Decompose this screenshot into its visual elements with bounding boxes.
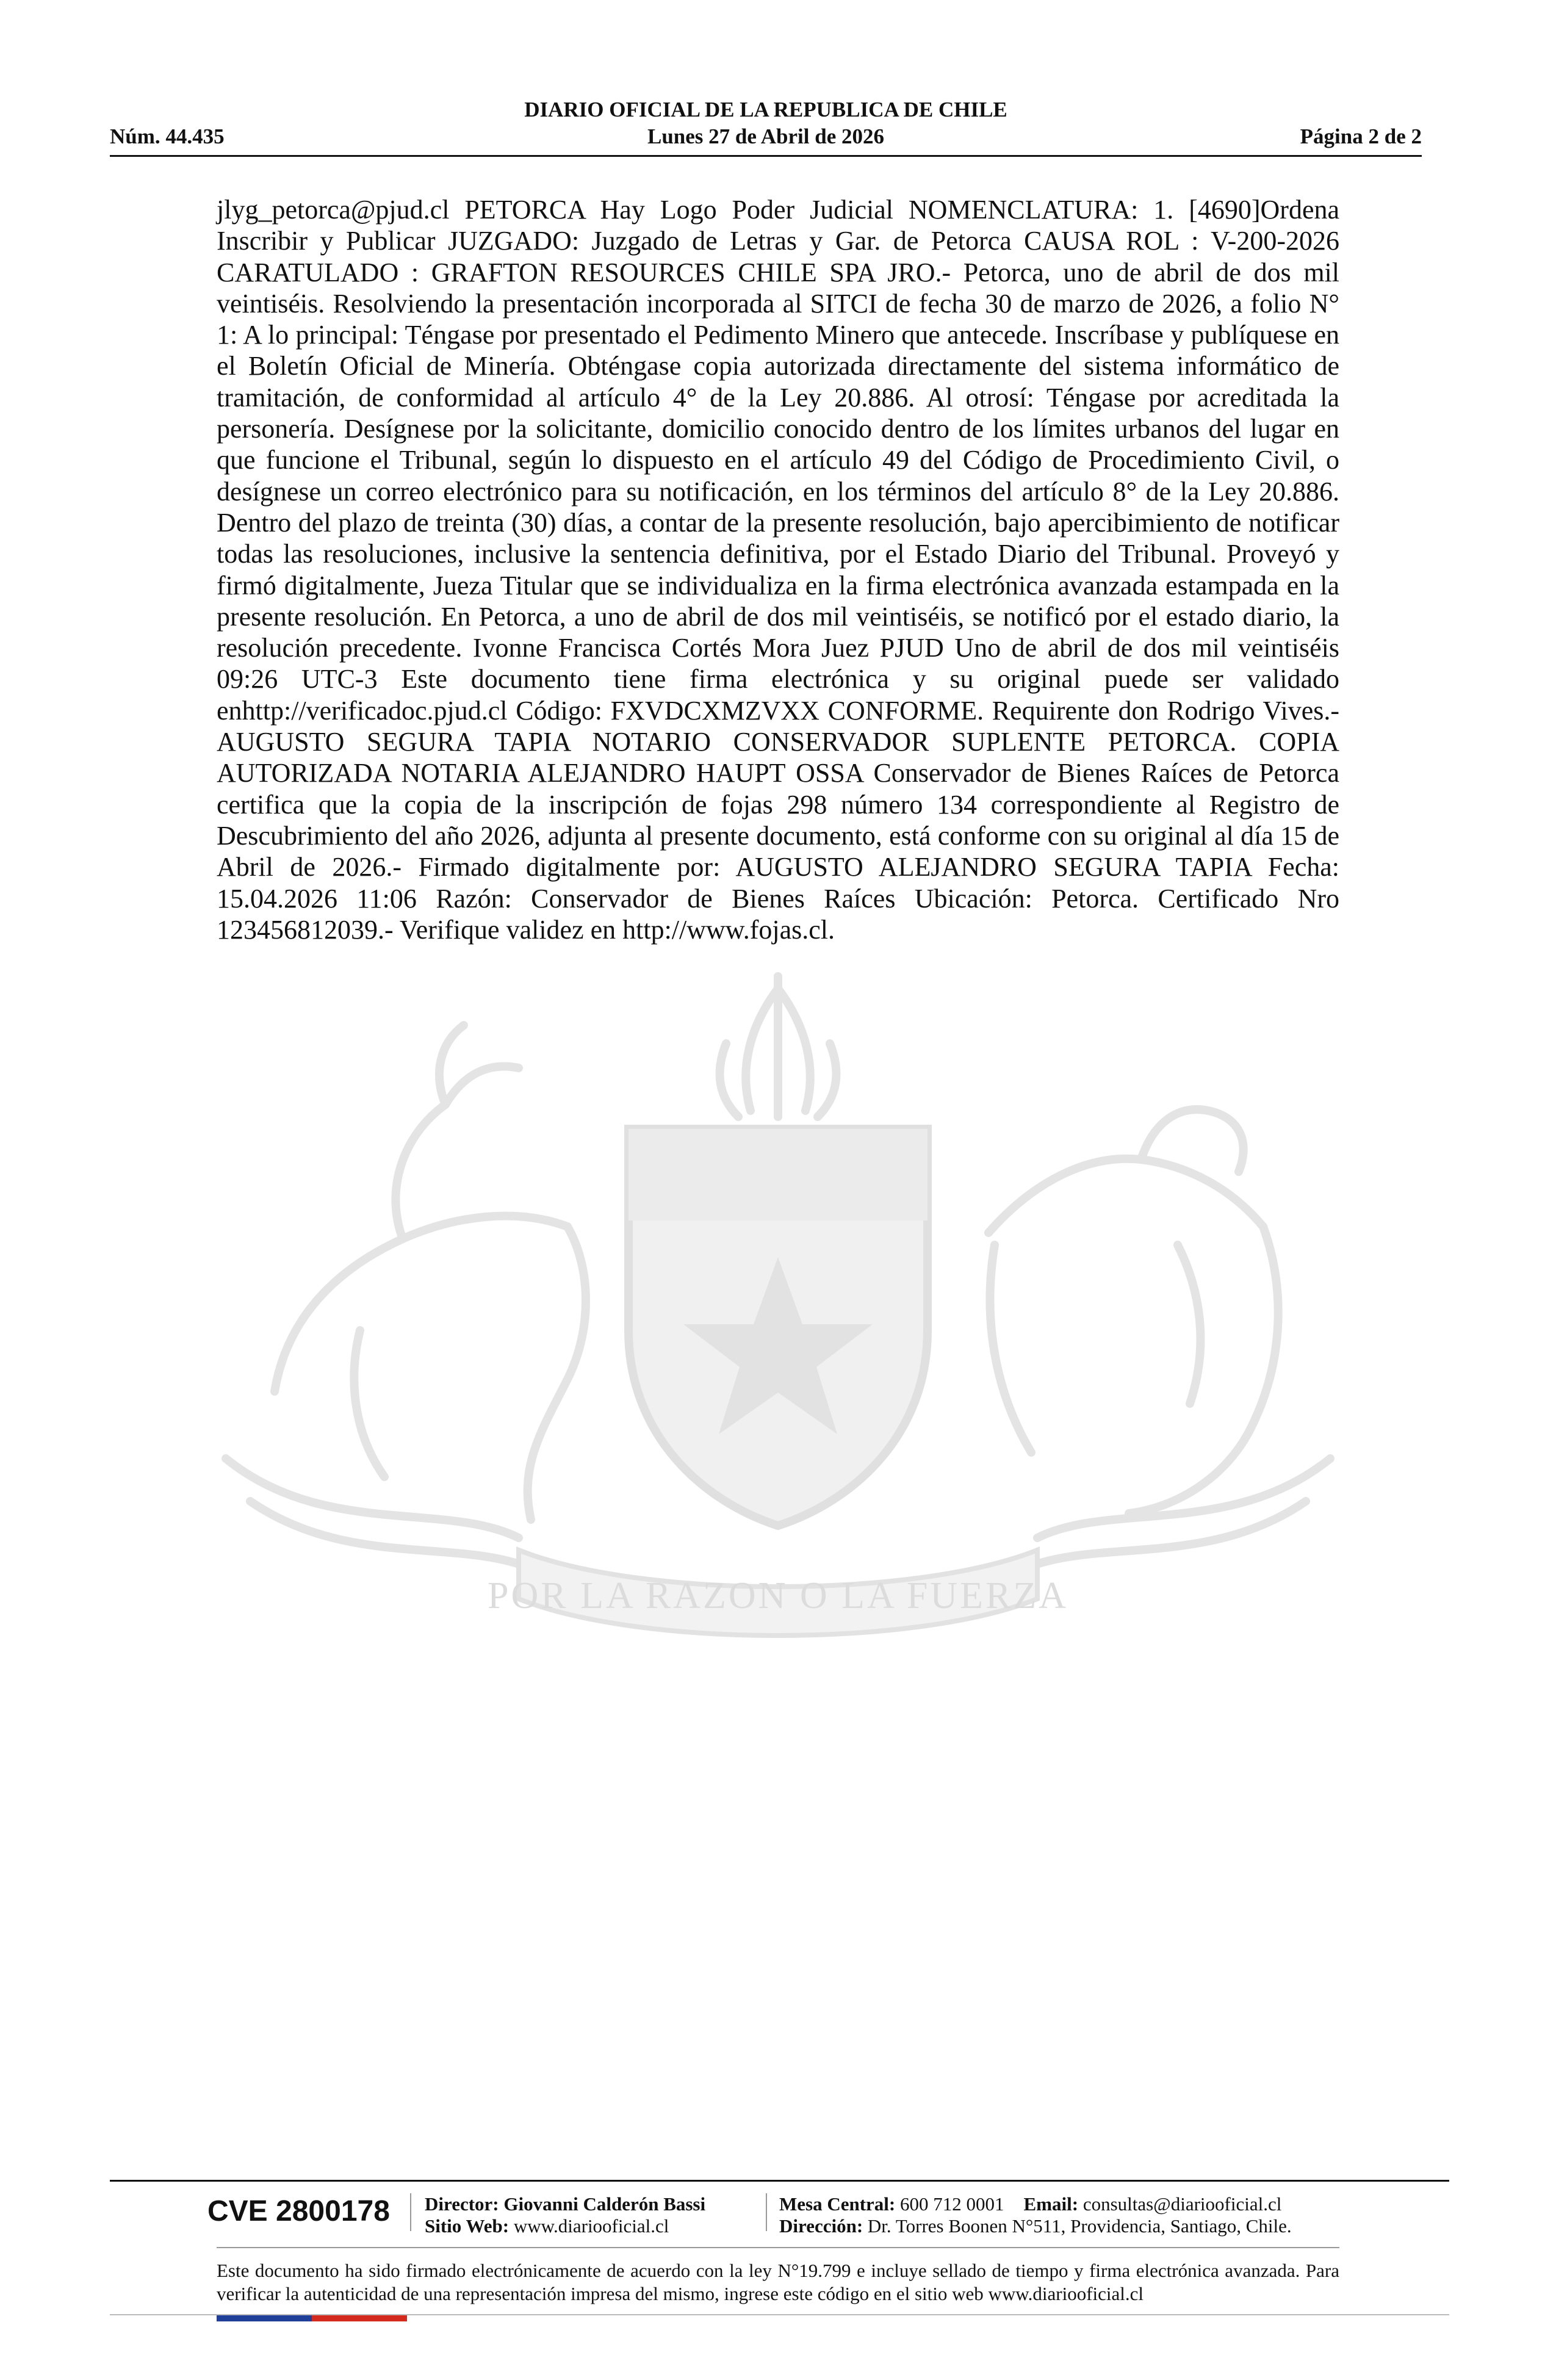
header-divider (110, 155, 1422, 157)
director-label: Director: (425, 2193, 499, 2215)
document-body-text: jlyg_petorca@pjud.cl PETORCA Hay Logo Poder Judicial NOMENCLATURA: 1. [4690]Ordena Inscribir y Publicar JUZGADO: Juzgado de Letras y Gar. de Petorca CAUSA ROL : V-200-2026 CARATULADO : GRAFTON RESOURCES CHILE SPA JRO.- Petorca, uno de abril de dos mil veintiséis. Resolviendo la presentación incorporada al SITCI de fecha 30 de marzo de 2026, a folio N° 1: A lo principal: Téngase por presentado el Pedimento Minero que antecede. Inscríbase y publíquese en el Boletín Oficial de Minería. Obténgase copia autorizada directamente del sistema informático de tramitación, de conformidad al artículo 4° de la Ley 20.886. Al otrosí: Téngase por acreditada la personería. Desígnese por la solicitante, domicilio conocido dentro de los límites urbanos del lugar en que funcione el Tribunal, según lo dispuesto en el artículo 49 del Código de Procedimiento Civil, o desígnese un correo electrónico para su notificación, en los términos del artículo 8° de la Ley 20.886. Dentro del plazo de treinta (30) días, a contar de la presente resolución, bajo apercibimiento de notificar todas las resoluciones, inclusive la sentencia definitiva, por el Estado Diario del Tribunal. Proveyó y firmó digitalmente, Jueza Titular que se individualiza en la firma electrónica avanzada estampada en la presente resolución. En Petorca, a uno de abril de dos mil veintiséis, se notificó por el estado diario, la resolución precedente. Ivonne Francisca Cortés Mora Juez PJUD Uno de abril de dos mil veintiséis 09:26 UTC-3 Este documento tiene firma electrónica y su original puede ser validado enhttp://verificadoc.pjud.cl Código: FXVDCXMZVXX CONFORME. Requirente don Rodrigo Vives.- AUGUSTO SEGURA TAPIA NOTARIO CONSERVADOR SUPLENTE PETORCA. COPIA AUTORIZADA NOTARIA ALEJANDRO HAUPT OSSA Conservador de Bienes Raíces de Petorca certifica que la copia de la inscripción de fojas 298 número 134 correspondiente al Registro de Descubrimiento del año 2026, adjunta al presente documento, está conforme con su original al día 15 de Abril de 2026.- Firmado digitalmente por: AUGUSTO ALEJANDRO SEGURA TAPIA Fecha: 15.04.2026 11:06 Razón: Conservador de Bienes Raíces Ubicación: Petorca. Certificado Nro 123456812039.- Verifique validez en http://www.fojas.cl. (217, 195, 1339, 945)
footer-divider-middle (217, 2247, 1339, 2248)
page-header (110, 96, 1422, 157)
newspaper-title: DIARIO OFICIAL DE LA REPUBLICA DE CHILE (524, 98, 1007, 121)
issue-date: Lunes 27 de Abril de 2026 (647, 124, 884, 148)
footer-divider-top (110, 2180, 1449, 2182)
email-link[interactable]: consultas@diariooficial.cl (1082, 2193, 1282, 2215)
flag-blue-segment (217, 2315, 312, 2321)
footer-separator (410, 2193, 411, 2231)
address-value: Dr. Torres Boonen N°511, Providencia, Santiago, Chile. (867, 2215, 1292, 2237)
email-label: Email: (1023, 2193, 1079, 2215)
footer-separator (766, 2193, 767, 2231)
footer-contact-block (779, 2193, 1292, 2237)
footer-director-block (425, 2193, 705, 2237)
mesa-central-label: Mesa Central: (779, 2193, 896, 2215)
flag-red-segment (312, 2315, 407, 2321)
address-label: Dirección: (779, 2215, 863, 2237)
electronic-signature-notice: Este documento ha sido firmado electrónicamente de acuerdo con la ley N°19.799 e incluye sellado de tiempo y firma electrónica avanzada. Para verificar la autenticidad de una representación impresa del mismo, ingrese este código en el sitio web www.diariooficial.cl (217, 2260, 1339, 2304)
director-name: Giovanni Calderón Bassi (503, 2193, 706, 2215)
issue-number: Núm. 44.435 (110, 124, 225, 148)
mesa-central-phone: 600 712 0001 (900, 2193, 1004, 2215)
chile-flag-color-bar (217, 2315, 407, 2321)
website-label: Sitio Web: (425, 2215, 510, 2237)
website-link[interactable]: www.diariooficial.cl (513, 2215, 669, 2237)
cve-code: CVE 2800178 (207, 2195, 390, 2227)
motto-text: POR LA RAZON O LA FUERZA (487, 1575, 1069, 1617)
page-number: Página 2 de 2 (1300, 124, 1422, 148)
coat-of-arms-watermark (201, 952, 1355, 1684)
